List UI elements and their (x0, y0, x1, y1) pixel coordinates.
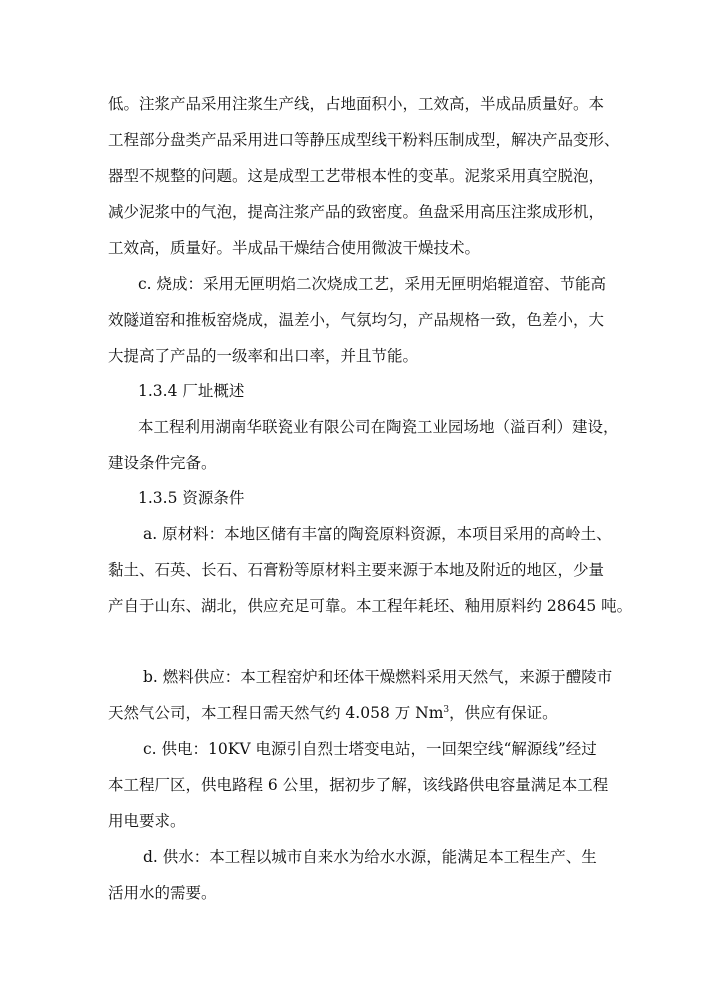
paragraph-line: 产自于山东、湖北，供应充足可靠。本工程年耗坯、釉用原料约 28645 吨。 (108, 597, 633, 615)
section-heading: 1.3.5 资源条件 (138, 489, 245, 507)
paragraph-line: c. 供电：10KV 电源引自烈士塔变电站，一回架空线“解源线”经过 (143, 740, 597, 758)
paragraph-line: 工效高，质量好。半成品干燥结合使用微波干燥技术。 (108, 239, 481, 257)
paragraph-line: b. 燃料供应：本工程窑炉和坯体干燥燃料采用天然气，来源于醴陵市 (143, 668, 613, 686)
text-run: 天然气公司，本工程日需天然气约 4.058 万 Nm (108, 704, 444, 722)
paragraph-line: a. 原材料：本地区储有丰富的陶瓷原料资源，本项目采用的高岭土、 (143, 525, 612, 543)
paragraph-line: 本工程厂区，供电路程 6 公里，据初步了解，该线路供电容量满足本工程 (108, 776, 609, 794)
paragraph-line: 器型不规整的问题。这是成型工艺带根本性的变革。泥浆采用真空脱泡， (108, 167, 605, 185)
paragraph-line: 效隧道窑和推板窑烧成，温差小，气氛均匀，产品规格一致，色差小，大 (108, 311, 605, 329)
paragraph-line: 本工程利用湖南华联瓷业有限公司在陶瓷工业园场地（溢百利）建设， (138, 418, 619, 436)
text-run: ，供应有保证。 (449, 704, 558, 722)
paragraph-line: c. 烧成：采用无匣明焰二次烧成工艺，采用无匣明焰辊道窑、节能高 (138, 275, 607, 293)
paragraph-line: 低。注浆产品采用注浆生产线，占地面积小，工效高，半成品质量好。本 (108, 95, 605, 113)
paragraph-line: 减少泥浆中的气泡，提高注浆产品的致密度。鱼盘采用高压注浆成形机， (108, 203, 605, 221)
superscript: 3 (443, 705, 450, 715)
paragraph-line: 建设条件完备。 (108, 454, 217, 472)
paragraph-line: 黏土、石英、长石、石膏粉等原材料主要来源于本地及附近的地区，少量 (108, 561, 605, 579)
paragraph-line: 活用水的需要。 (108, 884, 217, 902)
paragraph-line: d. 供水：本工程以城市自来水为给水水源，能满足本工程生产、生 (143, 848, 597, 866)
section-heading: 1.3.4 厂址概述 (138, 382, 245, 400)
paragraph-line (108, 695, 558, 731)
paragraph-line: 工程部分盘类产品采用进口等静压成型线干粉料压制成型，解决产品变形、 (108, 131, 620, 149)
paragraph-line: 大提高了产品的一级率和出口率，并且节能。 (108, 347, 419, 365)
paragraph-line: 用电要求。 (108, 812, 186, 830)
